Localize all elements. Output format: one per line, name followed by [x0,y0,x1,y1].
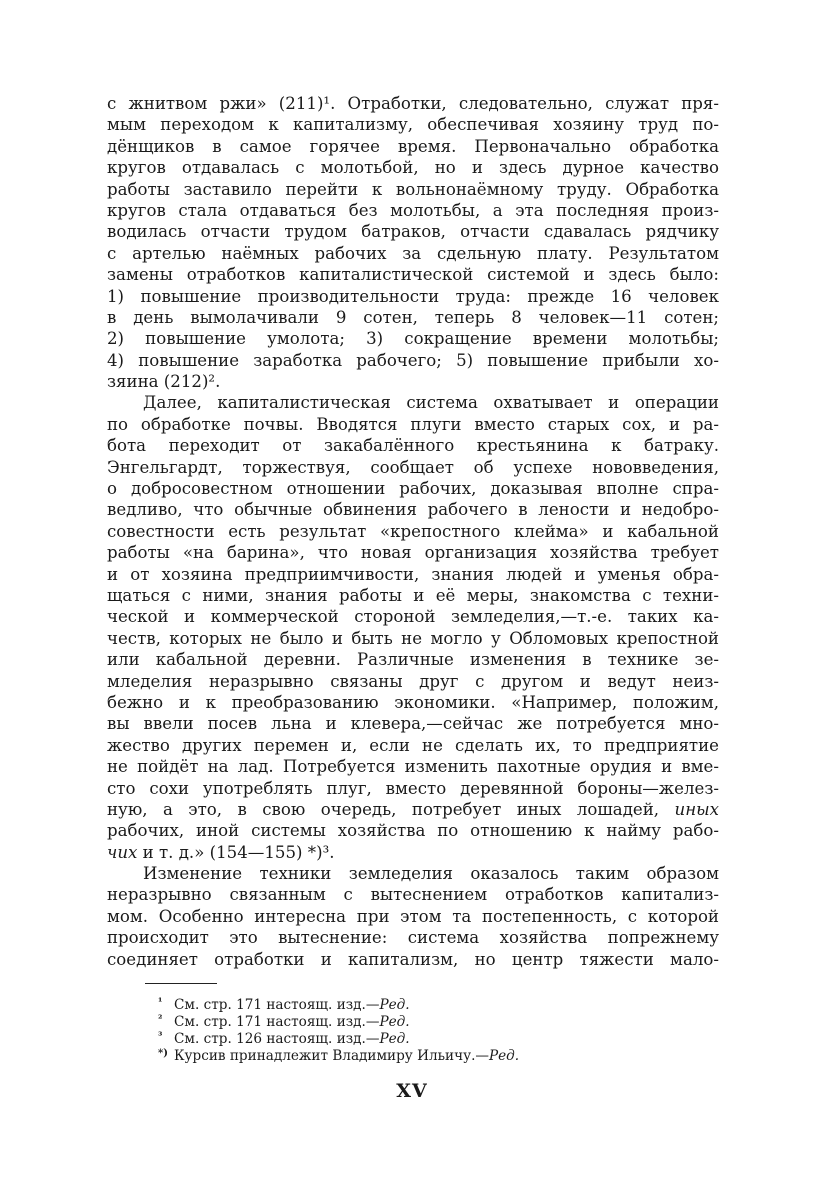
main-text [107,93,719,970]
footnote [158,1011,638,1028]
text-line: по обработке почвы. Вводятся плуги вместо старых сох, и ра- [107,414,719,434]
text-line: ческой и коммерческой стороной земледелия,—т.-е. таких ка- [107,607,719,627]
text-line: водилась отчасти трудом батраков, отчасти сдавалась рядчику [107,222,719,242]
text-line: не пойдёт на лад. Потребуется изменить пахотные орудия и вме- [107,757,719,777]
footnote-text: См. стр. 171 настоящ. изд.— [174,1014,380,1030]
text-line: мым переходом к капитализму, обеспечивая хозяину труд по- [107,115,719,135]
text-line: с жнитвом ржи» (211)¹. Отработки, следовательно, служат пря- [107,94,719,113]
text-line: соединяет отработки и капитализм, но центр тяжести мало- [107,949,719,969]
paragraph-start-line: Изменение техники земледелия оказалось таким образом [143,864,719,884]
footnote-editor: Ред. [379,1031,410,1047]
text-line: в день вымолачивали 9 сотен, теперь 8 человек—11 сотен; [107,307,719,327]
text-line: бежно и к преобразованию экономики. «Например, положим, [107,692,719,712]
text-line: зяина (212)². [107,372,221,392]
text-line: совестности есть результат «крепостного клейма» и кабальной [107,521,719,541]
text-line: с артелью наёмных рабочих за сдельную плату. Результатом [107,243,719,263]
text-line: 2) повышение умолота; 3) сокращение времени молотьбы; [107,329,719,349]
text-line: 4) повышение заработка рабочего; 5) повышение прибыли хо- [107,350,719,370]
text-line: работы «на барина», что новая организация хозяйства требует [107,543,719,563]
text-line [107,842,719,863]
footnote-text: Курсив принадлежит Владимиру Ильичу.— [174,1048,489,1064]
text-line: ведливо, что обычные обвинения рабочего в лености и недобро- [107,500,719,520]
text-line: Энгельгардт, торжествуя, сообщает об успехе нововведения, [107,457,719,477]
footnote [158,1028,638,1045]
text-line: кругов стала отдаваться без молотьбы, а эта последняя произ- [107,200,719,220]
text-line [107,799,719,820]
italic-text: чих [107,842,138,862]
text-line: щаться с ними, знания работы и её меры, знакомства с техни- [107,585,719,605]
text-line: или кабальной деревни. Различные изменения в технике зе- [107,650,719,670]
italic-text-line: рабочих, иной системы хозяйства по отношению к найму рабо- [107,821,719,841]
text-line: дёнщиков в самое горячее время. Первоначально обработка [107,136,719,156]
text-line: сто сохи употреблять плуг, вместо деревянной бороны—желез- [107,778,719,798]
text-line: неразрывно связанным с вытеснением отработков капитализ- [107,885,719,905]
footnote-mark: ³ [158,1031,163,1042]
footnote [158,1045,638,1062]
footnote-editor: Ред. [488,1048,520,1064]
text-line: бота переходит от закабалённого крестьянина к батраку. [107,436,719,456]
footnote-editor: Ред. [379,997,410,1013]
text-line: вы ввели посев льна и клевера,—сейчас же потребуется мно- [107,714,719,734]
footnote-divider [145,983,217,984]
text-line: честв, которых не было и быть не могло у Обломовых крепостной [107,628,719,648]
text-line: и от хозяина предприимчивости, знания людей и уменья обра- [107,564,719,584]
footnote-mark: ¹ [158,997,163,1008]
text-line-part: и т. д.» (154—155) *)³. [142,842,335,862]
text-line: о добросовестном отношении рабочих, доказывая вполне спра- [107,479,719,499]
footnote-text: См. стр. 126 настоящ. изд.— [174,1031,380,1047]
text-line: жество других перемен и, если не сделать их, то предприятие [107,735,719,755]
text-line-part: ную, а это, в свою очередь, потребует иных лошадей, [107,799,660,819]
text-line: мом. Особенно интересна при этом та постепенность, с которой [107,906,719,926]
text-line: замены отработков капиталистической системой и здесь было: [107,265,719,285]
footnote-mark: *) [158,1048,168,1059]
italic-text: иных [674,799,719,819]
text-line: 1) повышение производительности труда: прежде 16 человек [107,286,719,306]
text-line: происходит это вытеснение: система хозяйства попрежнему [107,928,719,948]
footnote-text: См. стр. 171 настоящ. изд.— [174,997,380,1013]
paragraph-start-line: Далее, капиталистическая система охватывает и операции [143,393,719,413]
text-line: работы заставило перейти к вольнонаёмному труду. Обработка [107,179,719,199]
text-line: кругов отдавалась с молотьбой, но и здесь дурное качество [107,158,719,178]
text-line: мледелия неразрывно связаны друг с другом и ведут неиз- [107,671,719,691]
footnote-editor: Ред. [379,1014,410,1030]
page-number: XV [396,1080,428,1102]
footnotes [158,994,638,1062]
footnote [158,994,638,1011]
footnote-mark: ² [158,1014,163,1025]
